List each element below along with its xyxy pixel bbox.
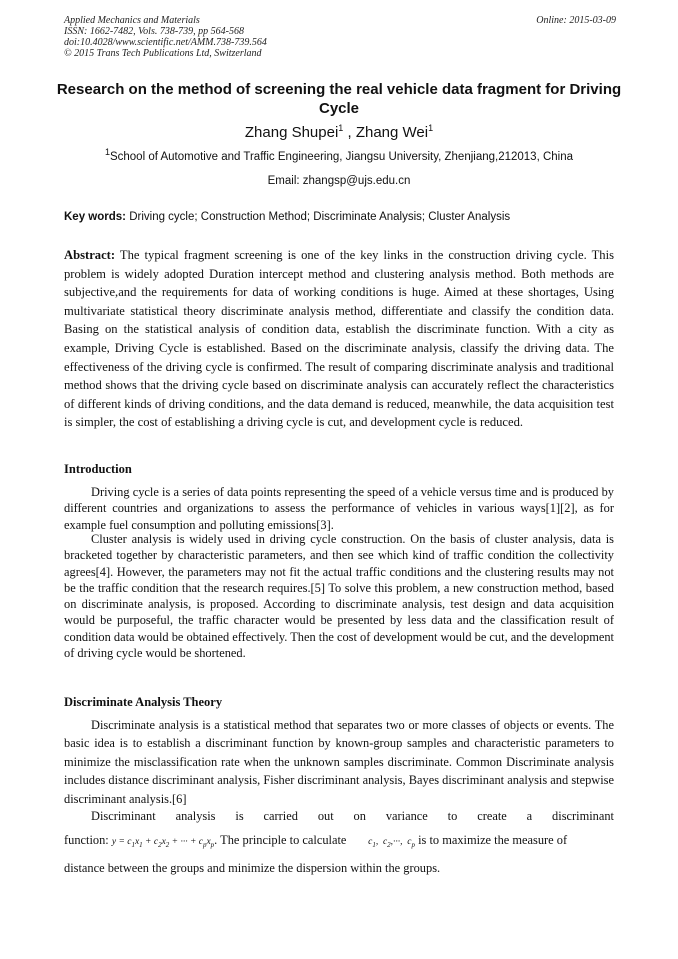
author-separator: , <box>343 124 356 141</box>
discriminate-paragraph-1: Discriminate analysis is a statistical method that separates two or more classes of objects or events. The basic idea is to establish a discriminant function by known-group samples and characteristic parameters to minimize the misclassification rate when the unknown samples discriminate. Common Discriminate analysis includes distance discriminant analysis, Fisher discriminant analysis, Bayes discriminant analysis and stepwise discriminant analysis.[6] <box>64 718 614 806</box>
discriminate-paragraph-2-line-3: distance between the groups and minimize the dispersion within the groups. <box>64 861 441 875</box>
section-heading-discriminate-analysis: Discriminate Analysis Theory <box>64 695 223 709</box>
keywords <box>64 210 624 224</box>
affiliation-text: School of Automotive and Traffic Engineering, Jiangsu University, Zhenjiang,212013, China <box>109 151 574 163</box>
abstract-label: Abstract: <box>64 248 116 262</box>
journal-name: Applied Mechanics and Materials <box>64 15 200 26</box>
discriminate-paragraph-2-line-1: Discriminant analysis is carried out on variance to create a discriminant <box>91 809 614 823</box>
author-affiliation-mark: 1 <box>338 123 344 133</box>
author-affiliation-mark: 1 <box>428 123 434 133</box>
abstract-text: The typical fragment screening is one of the key links in the construction driving cycle. This problem is widely adopted Duration intercept method and clustering analysis method. Both methods are subjective,and the requirements for data of working conditions is huge. Aimed at these shortages, Using multivariate statistical theory discriminate analysis method, differentiate and classify the condition data. Basing on the statistical analysis of condition data, establish the discriminate function. With a city as example, Driving Cycle is established. Based on the discriminate analysis, classify the driving data. The effectiveness of the driving cycle is confirmed. The result of comparing discriminate analysis and traditional method shows that the driving cycle based on discriminate analysis can accurately reflect the characteristics of different kinds of driving conditions, and the data demand is reduced, meanwhile, the data acquisition test is simpler, the cost of establishing a driving cycle is cut, and development cycle is reduced. <box>64 248 614 430</box>
author-list <box>0 124 678 142</box>
maximize-text: is to maximize the measure of <box>418 833 568 847</box>
journal-doi: doi:10.4028/www.scientific.net/AMM.738-739.564 <box>64 37 267 48</box>
coefficient-formula: $c_1$, $c_2,\cdot\cdot\cdot$, $c_p$ <box>368 837 415 849</box>
author-name: Zhang Wei <box>355 124 429 141</box>
introduction-paragraph-1: Driving cycle is a series of data points representing the speed of a vehicle versus time and is produced by different countries and organizations to assess the performance of vehicles in various ways[1][2], as for example fuel consumption and polluting emissions[3]. <box>64 485 614 532</box>
keywords-text: Driving cycle; Construction Method; Discriminate Analysis; Cluster Analysis <box>129 211 511 223</box>
abstract <box>64 246 614 432</box>
keywords-label: Key words: <box>64 211 126 223</box>
section-heading-introduction: Introduction <box>64 462 132 476</box>
author-name: Zhang Shupei <box>244 124 339 141</box>
contact-email: Email: zhangsp@ujs.edu.cn <box>267 175 411 187</box>
discriminant-function-formula: $y = c_1x_1 + c_2x_2$ + ··· + $c_px_p$ <box>111 837 215 849</box>
journal-header <box>64 15 616 59</box>
affiliation-mark: 1 <box>104 147 110 158</box>
affiliation <box>0 147 678 164</box>
discriminate-paragraph-2-line-2 <box>64 831 614 854</box>
journal-issn: ISSN: 1662-7482, Vols. 738-739, pp 564-568 <box>64 26 244 37</box>
online-date: Online: 2015-03-09 <box>536 15 616 26</box>
principle-text: . The principle to calculate <box>214 833 347 847</box>
paper-title: Research on the method of screening the real vehicle data fragment for Driving Cycle <box>56 81 622 117</box>
function-label: function: <box>64 833 109 847</box>
introduction-paragraph-2: Cluster analysis is widely used in driving cycle construction. On the basis of cluster analysis, data is bracketed together by characteristic parameters, and then see which kind of traffic condition the collectivity agrees[4]. However, the parameters may not fit the actual traffic conditions and the clustering results may not be the traffic condition that the research requires.[5] To solve this problem, a new construction method, based on discriminate analysis, is proposed. According to discriminate analysis, test design and data acquisition would be purposeful, the traffic character would be presented by less data and the classification result of condition data would be obtained effectively. Then the cost of development would be cut, and the development of driving cycle would be shortened. <box>64 532 614 661</box>
journal-copyright: © 2015 Trans Tech Publications Ltd, Switzerland <box>64 48 262 59</box>
